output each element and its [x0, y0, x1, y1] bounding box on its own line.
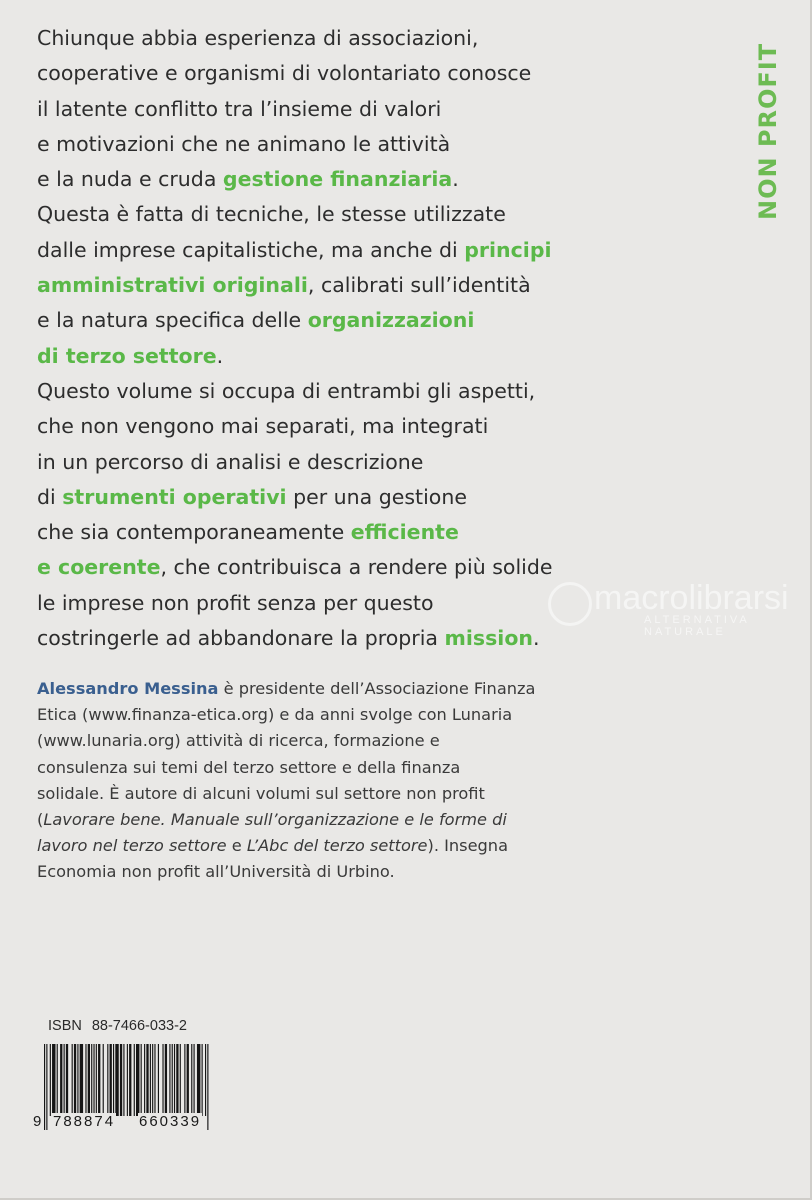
blurb-line [37, 233, 737, 268]
ean-first-digit: 9 [33, 1113, 42, 1130]
barcode-bar [136, 1044, 139, 1116]
barcode-bar [103, 1044, 104, 1116]
blurb-line: in un percorso di analisi e descrizione [37, 449, 424, 474]
blurb-line: Questa è fatta di tecniche, le stesse utilizzate [37, 202, 506, 227]
barcode-bar [91, 1044, 92, 1116]
barcode-bar [172, 1044, 173, 1116]
highlight-strumenti-operativi: strumenti operativi [62, 484, 287, 509]
blurb-text-run: costringerle ad abbandonare la propria [37, 626, 445, 651]
barcode-bar [144, 1044, 145, 1116]
watermark-logo [548, 578, 789, 638]
blurb-text-run: , calibrati sull’identità [307, 273, 531, 298]
barcode-bar [134, 1044, 135, 1116]
barcode-bar [52, 1044, 55, 1116]
author-bio [37, 676, 757, 886]
barcode-bar [72, 1044, 73, 1116]
barcode-bar [98, 1044, 100, 1116]
blurb-line [37, 303, 737, 338]
highlight-amministrativi-originali: amministrativi originali [37, 273, 308, 298]
barcode-bar [169, 1044, 170, 1116]
blurb-text-run: e la natura specifica delle [37, 308, 308, 333]
blurb-line: Questo volume si occupa di entrambi gli aspetti, [37, 378, 536, 403]
blurb-text-run: . [216, 343, 224, 368]
barcode-bar [197, 1044, 200, 1116]
author-name: Alessandro Messina [37, 679, 219, 698]
barcode-bar [57, 1044, 58, 1116]
highlight-gestione-finanziaria: gestione finanziaria [222, 167, 453, 192]
barcode-bar [141, 1044, 142, 1116]
barcode-bar [202, 1044, 203, 1116]
isbn-label [48, 1018, 187, 1034]
blurb-line: le imprese non profit senza per questo [37, 590, 434, 615]
book-title-abc: L’Abc del terzo settore [246, 836, 428, 856]
barcode-bar [96, 1044, 97, 1116]
barcode-bar [176, 1044, 178, 1116]
barcode-bar [150, 1044, 151, 1116]
highlight-efficiente: efficiente [350, 520, 459, 545]
spine-title-text: NON PROFIT [754, 42, 782, 220]
book-title-lavorare-bene-cont: lavoro nel terzo settore [37, 836, 227, 856]
blurb-text-run: . [452, 167, 459, 192]
highlight-principi: principi [464, 237, 552, 262]
bio-line [37, 833, 757, 859]
watermark-name: macrolibrarsi [594, 579, 789, 617]
blurb-text-run: e la nuda e cruda [37, 167, 223, 192]
barcode-bar [85, 1044, 86, 1116]
barcode-bar [66, 1044, 68, 1116]
barcode-bar [205, 1044, 206, 1116]
blurb-line [37, 268, 737, 303]
barcode-bar [64, 1044, 65, 1116]
blurb-text-run: di [37, 484, 63, 509]
blurb-line [37, 480, 737, 515]
barcode-bar [123, 1044, 124, 1116]
isbn-prefix: ISBN [48, 1018, 82, 1034]
isbn-number: 88-7466-033-2 [91, 1018, 187, 1034]
blurb-line [37, 515, 737, 550]
barcode-bar [152, 1044, 153, 1116]
barcode-bar [165, 1044, 167, 1116]
barcode-bar [154, 1044, 155, 1116]
barcode-bar [93, 1044, 94, 1116]
blurb-line [37, 162, 737, 197]
bio-line [37, 807, 757, 833]
blurb-line: cooperative e organismi di volontariato conosce [37, 61, 532, 86]
barcode-bar [50, 1044, 51, 1116]
bio-line: consulenza sui temi del terzo settore e della finanza [37, 757, 461, 777]
barcode-bar [180, 1044, 181, 1116]
barcode-bar [74, 1044, 76, 1116]
barcode-bar [77, 1044, 78, 1116]
barcode-bar [146, 1044, 148, 1116]
watermark-tagline: ALTERNATIVA NATURALE [644, 614, 750, 638]
spine-title [748, 20, 788, 220]
ean-left-group: 788874 [53, 1113, 116, 1130]
bio-line: Economia non profit all’Università di Urbino. [37, 862, 395, 882]
barcode-bar [60, 1044, 62, 1116]
bio-line: Etica (www.finanza-etica.org) e da anni svolge con Lunaria [37, 705, 513, 725]
barcode-bar [184, 1044, 185, 1116]
blurb-text-run: che sia contemporaneamente [37, 520, 351, 545]
barcode-bar [129, 1044, 131, 1116]
barcode-bar [120, 1044, 122, 1116]
watermark-icon [548, 582, 592, 626]
barcode-digits [34, 1113, 216, 1133]
book-title-lavorare-bene: Lavorare bene. Manuale sull’organizzazione e le forme di [43, 810, 507, 830]
bio-text-run: è presidente dell’Associazione Finanza [218, 679, 536, 698]
highlight-terzo-settore: di terzo settore [37, 343, 217, 368]
highlight-mission: mission [444, 626, 533, 651]
bio-line [37, 676, 757, 702]
bio-text-run: e [226, 836, 247, 856]
barcode-bar [158, 1044, 159, 1116]
barcode-bar [187, 1044, 189, 1116]
highlight-coerente: e coerente [37, 555, 161, 580]
highlight-organizzazioni: organizzazioni [307, 308, 475, 333]
ean-right-group: 660339 [139, 1113, 202, 1130]
barcode-bar [174, 1044, 175, 1116]
barcode-bar [162, 1044, 163, 1116]
blurb-text-run: . [533, 626, 540, 651]
blurb-text-run: dalle imprese capitalistiche, ma anche di [37, 237, 465, 262]
blurb-text-run: , che contribuisca a rendere più solide [160, 555, 553, 580]
blurb-text [37, 21, 737, 656]
barcode-bar [80, 1044, 83, 1116]
barcode-bar [115, 1044, 118, 1116]
bio-text-run: ). Insegna [427, 836, 508, 856]
blurb-line: Chiunque abbia esperienza di associazioni, [37, 26, 479, 50]
bio-line: solidale. È autore di alcuni volumi sul settore non profit [37, 783, 485, 803]
bio-text-run: ( [37, 810, 44, 830]
barcode-bar [88, 1044, 90, 1116]
blurb-line: che non vengono mai separati, ma integrati [37, 414, 489, 439]
barcode-bar [127, 1044, 128, 1116]
bio-line: (www.lunaria.org) attività di ricerca, formazione e [37, 731, 440, 751]
blurb-line: il latente conflitto tra l’insieme di valori [37, 96, 442, 121]
blurb-text-run: per una gestione [286, 484, 467, 509]
barcode-bar [194, 1044, 195, 1116]
blurb-line [37, 339, 737, 374]
barcode-bar [191, 1044, 192, 1116]
blurb-line: e motivazioni che ne animano le attività [37, 131, 451, 156]
